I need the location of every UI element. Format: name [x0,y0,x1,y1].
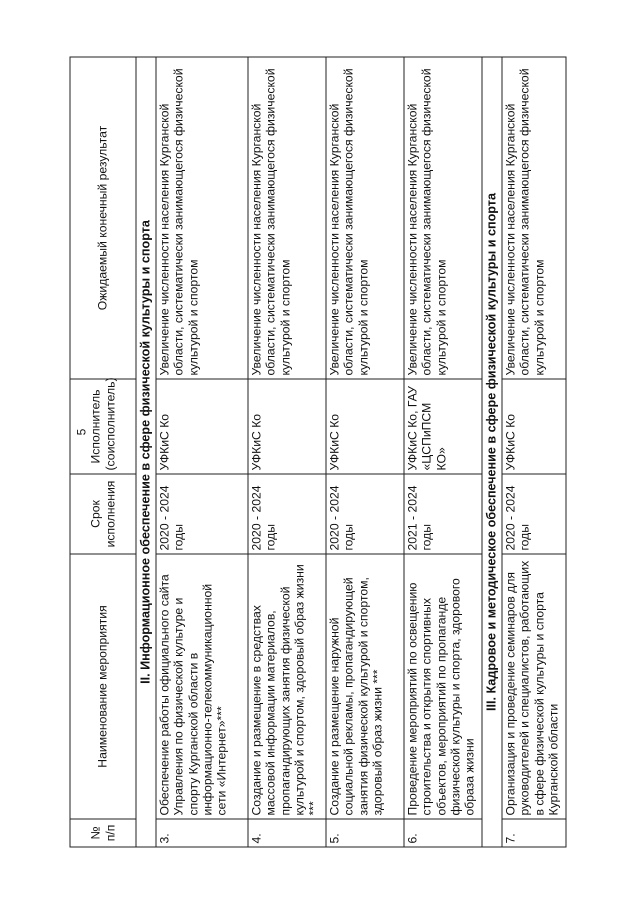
row-number: 5. [326,819,404,847]
row-term: 2020 - 2024 годы [326,474,404,554]
section-3-title: III. Кадровое и методическое обеспечение в сфере физической культуры и спорта [482,57,502,847]
section-header [482,57,502,847]
row-term: 2020 - 2024 годы [156,474,248,554]
section-header [136,57,156,847]
header-term: Срок исполнения [70,474,136,554]
row-result: Увеличение численности населения Курганской области, систематически занимающегося физической культурой и спортом [326,57,404,379]
row-executor: УФКиС Ко [502,379,566,474]
row-result: Увеличение численности населения Курганской области, систематически занимающегося физической культурой и спортом [404,57,482,379]
row-term: 2021 - 2024 годы [404,474,482,554]
page-number: 5 [74,428,89,436]
row-name: Организация и проведение семинаров для руководителей и специалистов, работающих в сфере физической культуры и спорта Курганской области [502,554,566,819]
section-2-title: II. Информационное обеспечение в сфере физической культуры и спорта [136,57,156,847]
row-executor: УФКиС Ко [156,379,248,474]
row-executor: УФКиС Ко [326,379,404,474]
table-row [326,57,404,847]
table-header-row [70,57,136,847]
row-name: Проведение мероприятий по освещению строительства и открытия спортивных объектов, мероприятий по пропаганде физической культуры и спорта, здорового образа жизни [404,554,482,819]
header-executor: Исполнитель (соисполнитель) [70,379,136,474]
row-term: 2020 - 2024 годы [502,474,566,554]
row-name: Создание и размещение в средствах массовой информации материалов, пропагандирующих занятия физической культурой и спортом, здоровый образ жизни *** [248,554,326,819]
row-number: 4. [248,819,326,847]
row-name: Создание и размещение наружной социальной рекламы, пропагандирующей занятия физической культурой и спортом, здоровый образ жизни *** [326,554,404,819]
rotated-page [70,58,585,848]
row-executor: УФКиС Ко, ГАУ «ЦСПиПСМ КО» [404,379,482,474]
header-name: Наименование мероприятия [70,554,136,819]
row-result: Увеличение численности населения Курганской области, систематически занимающегося физической культурой и спортом [156,57,248,379]
table-row [404,57,482,847]
row-number: 6. [404,819,482,847]
table-row [156,57,248,847]
row-name: Обеспечение работы официального сайта Управления по физической культуре и спорту Курганской области в информационно-телекоммуникационной сети «Интернет»*** [156,554,248,819]
row-executor: УФКиС Ко [248,379,326,474]
row-number: 7. [502,819,566,847]
row-number: 3. [156,819,248,847]
row-result: Увеличение численности населения Курганской области, систематически занимающегося физической культурой и спортом [502,57,566,379]
measures-table [70,57,567,848]
header-number: № п/п [70,819,136,847]
table-row [502,57,566,847]
table-row [248,57,326,847]
row-result: Увеличение численности населения Курганской области, систематически занимающегося физической культурой и спортом [248,57,326,379]
header-result: Ожидаемый конечный результат [70,57,136,379]
row-term: 2020 - 2024 годы [248,474,326,554]
